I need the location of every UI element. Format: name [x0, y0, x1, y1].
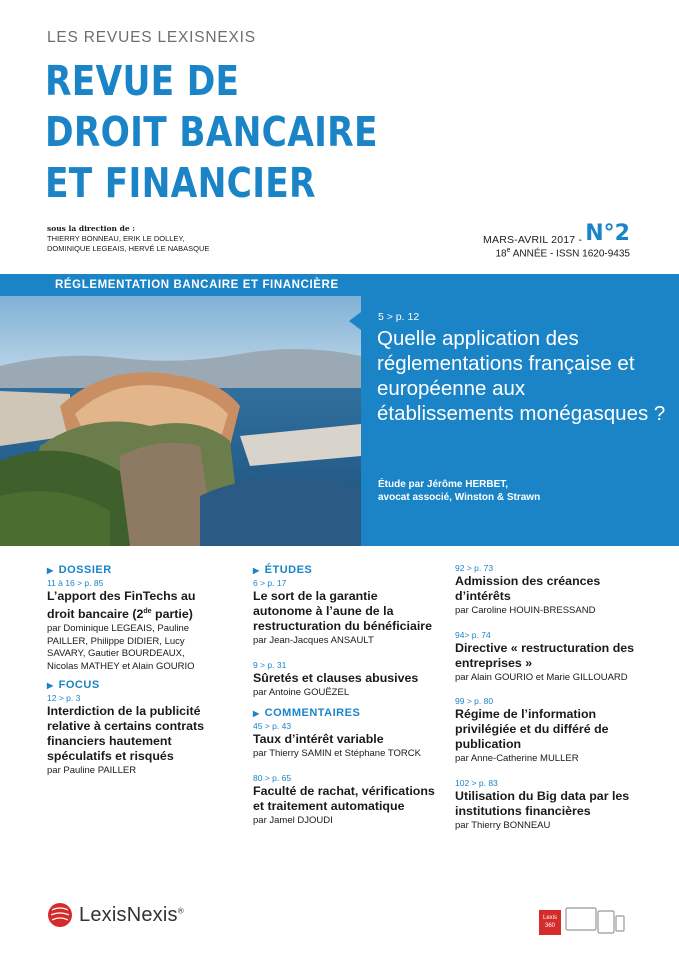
page-ref: 45 > p. 43 [253, 721, 292, 731]
article-author: par Antoine GOUËZEL [253, 686, 350, 698]
article-author: par Anne-Catherine MULLER [455, 753, 579, 764]
issue-year-issn: 18e ANNÉE - ISSN 1620-9435 [495, 247, 630, 260]
article-author: par Dominique LEGEAIS, Pauline PAILLER, Philippe DIDIER, Lucy SAVARY, Gautier BOURDEAUX, Nicolas MATHEY et Alain GOURIO [47, 623, 195, 672]
arrow-icon: ▶ [253, 565, 260, 575]
article [47, 693, 217, 778]
logo-text: LexisNexis® [79, 903, 184, 926]
article-author: par Thierry SAMIN et Stéphane TORCK [253, 748, 421, 759]
feature-page-ref: 5 > p. 12 [378, 311, 420, 323]
article-title: Sûretés et clauses abusives [253, 670, 419, 685]
page-ref: 6 > p. 17 [253, 578, 287, 588]
article-author: par Pauline PAILLER [47, 765, 137, 777]
page-ref: 92 > p. 73 [455, 563, 494, 573]
feature-title: Quelle application des réglementations française et européenne aux établissements monégasques ? [377, 327, 666, 425]
direction-names: THIERRY BONNEAU, ERIK LE DOLLEY, [47, 234, 185, 243]
article-author: par Jean-Jacques ANSAULT [253, 635, 374, 646]
article [253, 721, 438, 761]
direction-names: DOMINIQUE LEGEAIS, HERVÉ LE NABASQUE [47, 244, 210, 253]
section-heading-etudes: ▶ ÉTUDES [253, 564, 313, 576]
title-line: ET FINANCIER [45, 159, 316, 207]
article [253, 660, 438, 700]
page-ref: 102 > p. 83 [455, 777, 498, 788]
article [455, 696, 635, 766]
article-author: par Caroline HOUIN-BRESSAND [455, 605, 596, 616]
article [47, 578, 217, 673]
publisher-name: LES REVUES LEXISNEXIS [47, 29, 256, 46]
article-title: Faculté de rachat, vérifications et traitement automatique [253, 783, 435, 813]
article-title: Admission des créances d’intérêts [455, 574, 601, 603]
issue-number: N°2 [585, 221, 630, 246]
issue-info [483, 221, 630, 259]
article-author: par Alain GOURIO et Marie GILLOUARD [455, 671, 628, 683]
issue-date: MARS-AVRIL 2017 - [483, 234, 586, 246]
lexis360-badge: Lexis 360 [539, 910, 561, 935]
article-title: Régime de l’information privilégiée et du différé de publication [455, 707, 609, 751]
column-dossier-focus [47, 564, 217, 790]
article-title: L’apport des FinTechs au droit bancaire (2de partie) [47, 589, 196, 622]
article [455, 630, 635, 685]
article-title: Directive « restructuration des entreprises » [455, 640, 635, 670]
article [455, 563, 635, 618]
section-heading-focus: ▶ FOCUS [47, 679, 100, 692]
section-band-label: RÉGLEMENTATION BANCAIRE ET FINANCIÈRE [55, 279, 339, 291]
arrow-icon: ▶ [253, 708, 260, 718]
article-author: par Jamel DJOUDI [253, 814, 333, 826]
page-ref: 12 > p. 3 [47, 693, 81, 704]
page-ref: 94> p. 74 [455, 629, 491, 640]
editorial-direction [47, 224, 209, 254]
article [253, 578, 438, 648]
lexisnexis-logo [47, 902, 184, 928]
cover-photo [0, 296, 361, 546]
journal-title [45, 56, 378, 209]
column-commentaires-cont [455, 562, 635, 844]
page-ref: 99 > p. 80 [455, 696, 494, 706]
article-author: par Thierry BONNEAU [455, 819, 551, 831]
devices-icon [565, 906, 625, 936]
article-title: Utilisation du Big data par les institutions financières [455, 788, 630, 818]
column-etudes-commentaires [253, 564, 438, 839]
cover-photo-illustration [0, 296, 361, 546]
feature-panel-pointer [349, 312, 361, 330]
article [253, 773, 438, 828]
arrow-icon: ▶ [47, 680, 54, 690]
section-heading-commentaires: ▶ COMMENTAIRES [253, 707, 361, 719]
page-ref: 11 à 16 > p. 85 [47, 578, 104, 588]
article-title: Interdiction de la publicité relative à certains contrats financiers hautement spéculatifs et risqués [47, 704, 205, 764]
page-ref: 80 > p. 65 [253, 772, 292, 783]
article [455, 778, 635, 833]
section-heading-dossier: ▶ DOSSIER [47, 564, 112, 576]
direction-label: sous la direction de : [47, 224, 135, 233]
title-line: REVUE DE [45, 57, 240, 105]
page-ref: 9 > p. 31 [253, 659, 287, 670]
article-title: Taux d’intérêt variable [253, 732, 384, 746]
title-line: DROIT BANCAIRE [45, 108, 378, 156]
arrow-icon: ▶ [47, 565, 54, 575]
feature-author: Étude par Jérôme HERBET, avocat associé, Winston & Strawn [378, 479, 541, 503]
lexisnexis-logo-icon [47, 902, 73, 928]
article-title: Le sort de la garantie autonome à l’aune de la restructuration du bénéficiaire [253, 589, 433, 633]
